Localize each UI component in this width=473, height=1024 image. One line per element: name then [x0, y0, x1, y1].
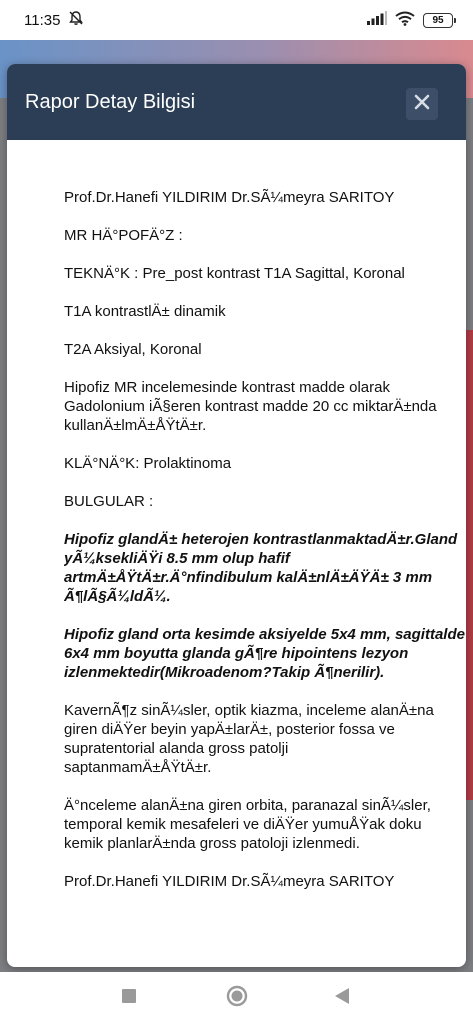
dialog-header [7, 64, 466, 140]
report-line: TEKNÄ°K : Pre_post kontrast T1A Sagittal, Koronal [64, 265, 405, 282]
report-paragraph [64, 188, 466, 207]
square-icon [122, 989, 136, 1008]
bell-off-icon [68, 10, 84, 30]
report-line: T2A Aksiyal, Koronal [64, 341, 202, 358]
home-button[interactable] [225, 986, 249, 1010]
background-app-accent [465, 330, 473, 800]
report-line: Ã¶lÃ§Ã¼ldÃ¼. [64, 588, 171, 605]
report-line: artmÄ±ÅŸtÄ±r.Ä°nfindibulum kalÄ±nlÄ±ÄŸÄ± 3 mm [64, 569, 433, 586]
report-line: Gadolonium iÃ§eren kontrast madde 20 cc miktarÄ±nda [64, 398, 437, 415]
report-line: Hipofiz MR incelemesinde kontrast madde olarak [64, 379, 390, 396]
report-line: KLÄ°NÄ°K: Prolaktinoma [64, 455, 232, 472]
report-line: Hipofiz gland orta kesimde aksiyelde 5x4 mm, sagittalde [64, 626, 465, 643]
report-line: Hipofiz glandÄ± heterojen kontrastlanmaktadÄ±r.Gland [64, 531, 458, 548]
report-line: kullanÄ±lmÄ±ÅŸtÄ±r. [64, 417, 207, 434]
back-button[interactable] [330, 986, 354, 1010]
report-line: Ä°nceleme alanÄ±na giren orbita, paranazal sinÃ¼sler, [64, 797, 431, 814]
status-bar [0, 0, 473, 40]
report-paragraph [64, 625, 466, 682]
status-time: 11:35 [24, 11, 61, 29]
report-paragraph [64, 492, 466, 511]
triangle-back-icon [335, 988, 349, 1009]
report-paragraph [64, 872, 466, 891]
report-paragraph [64, 378, 466, 435]
report-line: supratentorial alanda gross patolji [64, 740, 289, 757]
battery-indicator: 95 [423, 13, 453, 28]
report-paragraph [64, 226, 466, 245]
report-paragraph [64, 302, 466, 321]
report-line: saptanmamÄ±ÅŸtÄ±r. [64, 759, 212, 776]
recent-apps-button[interactable] [117, 986, 141, 1010]
report-line: 6x4 mm boyutta glanda gÃ¶re hipointens lezyon [64, 645, 409, 662]
report-line: kemik planlarÄ±nda gross patoloji izlenmedi. [64, 835, 360, 852]
report-line: KavernÃ¶z sinÃ¼sler, optik kiazma, inceleme alanÄ±na [64, 702, 434, 719]
circle-icon [226, 985, 248, 1012]
close-icon [414, 94, 430, 115]
report-line: T1A kontrastlÄ± dinamik [64, 303, 226, 320]
signal-icon [367, 11, 387, 29]
report-body [64, 188, 466, 967]
report-line: yÃ¼ksekliÄŸi 8.5 mm olup hafif [64, 550, 290, 567]
report-paragraph [64, 264, 466, 283]
report-line: Prof.Dr.Hanefi YILDIRIM Dr.SÃ¼meyra SARITOY [64, 873, 395, 890]
report-line: giren diÄŸer beyin yapÄ±larÄ±, posterior fossa ve [64, 721, 395, 738]
close-button[interactable] [406, 88, 438, 120]
report-line: BULGULAR : [64, 493, 154, 510]
report-line: MR HÄ°POFÄ°Z : [64, 227, 183, 244]
report-paragraph [64, 796, 466, 853]
report-line: Prof.Dr.Hanefi YILDIRIM Dr.SÃ¼meyra SARITOY [64, 189, 395, 206]
report-paragraph [64, 530, 466, 606]
wifi-icon [395, 11, 415, 30]
report-paragraph [64, 340, 466, 359]
report-paragraph [64, 701, 466, 777]
navigation-bar [0, 972, 473, 1024]
report-detail-dialog [7, 64, 466, 967]
report-line: temporal kemik mesafeleri ve diÄŸer yumuÅŸak doku [64, 816, 422, 833]
report-paragraph [64, 454, 466, 473]
dialog-title: Rapor Detay Bilgisi [25, 90, 196, 113]
report-line: izlenmektedir(Mikroadenom?Takip Ã¶nerilir). [64, 664, 385, 681]
